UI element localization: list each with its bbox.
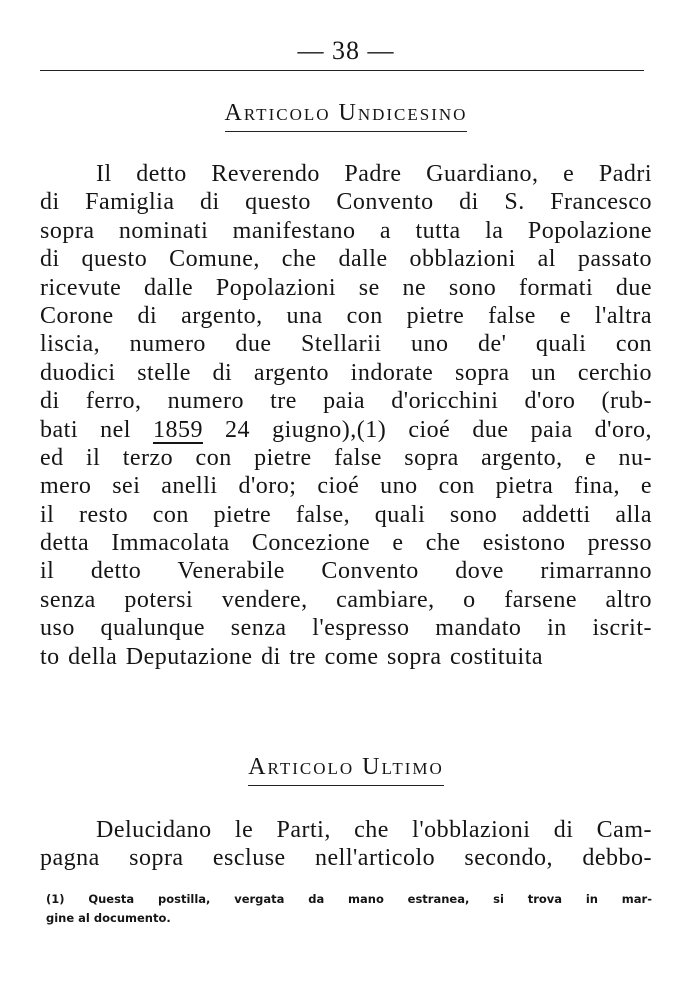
text-line: mero sei anelli d'oro; cioé uno con pietra fina, e xyxy=(40,473,652,500)
footnote-line: (1) Questa postilla, vergata da mano estranea, si trova in mar- xyxy=(46,892,652,906)
text-line: ed il terzo con pietre false sopra argento, e nu- xyxy=(40,444,652,471)
text-line: uso qualunque senza l'espresso mandato in iscrit- xyxy=(40,615,652,642)
text-line: Il detto Reverendo Padre Guardiano, e Padri xyxy=(96,161,652,187)
article-paragraph-ultimo xyxy=(40,816,652,873)
text-line: di ferro, numero tre paia d'oricchini d'oro (rub- xyxy=(40,388,652,415)
footnote-line: gine al documento. xyxy=(46,911,171,925)
article-heading-undicesino xyxy=(0,100,692,132)
article-heading-text: Articolo Undicesino xyxy=(225,100,468,132)
text-line: pagna sopra escluse nell'articolo secondo, debbo- xyxy=(40,845,652,872)
text-line: il detto Venerabile Convento dove rimarranno xyxy=(40,558,652,585)
footnote xyxy=(46,890,652,928)
article-heading-text: Articolo Ultimo xyxy=(248,754,444,786)
header-rule xyxy=(40,70,644,71)
text-line: il resto con pietre false, quali sono addetti alla xyxy=(40,501,652,528)
text-line: liscia, numero due Stellarii uno de' quali con xyxy=(40,331,652,358)
text-line: to della Deputazione di tre come sopra costituita xyxy=(40,643,544,670)
text-line: duodici stelle di argento indorate sopra un cerchio xyxy=(40,359,652,386)
text-line: di Famiglia di questo Convento di S. Francesco xyxy=(40,189,652,216)
text-line: sopra nominati manifestano a tutta la Popolazione xyxy=(40,217,652,244)
text-fragment: 24 giugno),(1) cioé due paia d'oro, xyxy=(202,416,652,443)
text-fragment: bati nel xyxy=(40,416,153,443)
article-paragraph-undicesino xyxy=(40,160,652,671)
article-heading-ultimo xyxy=(0,754,692,786)
text-line: di questo Comune, che dalle obblazioni al passato xyxy=(40,246,652,273)
text-line: Delucidano le Parti, che l'obblazioni di Cam- xyxy=(96,817,652,843)
page-number: — 38 — xyxy=(297,36,395,65)
text-line: Corone di argento, una con pietre false e l'altra xyxy=(40,302,652,329)
text-line: senza potersi vendere, cambiare, o farsene altro xyxy=(40,586,652,613)
text-line-with-date xyxy=(40,416,652,444)
text-line: ricevute dalle Popolazioni se ne sono formati due xyxy=(40,274,652,301)
underlined-year: 1859 xyxy=(152,416,203,443)
text-line: detta Immacolata Concezione e che esistono presso xyxy=(40,530,652,557)
